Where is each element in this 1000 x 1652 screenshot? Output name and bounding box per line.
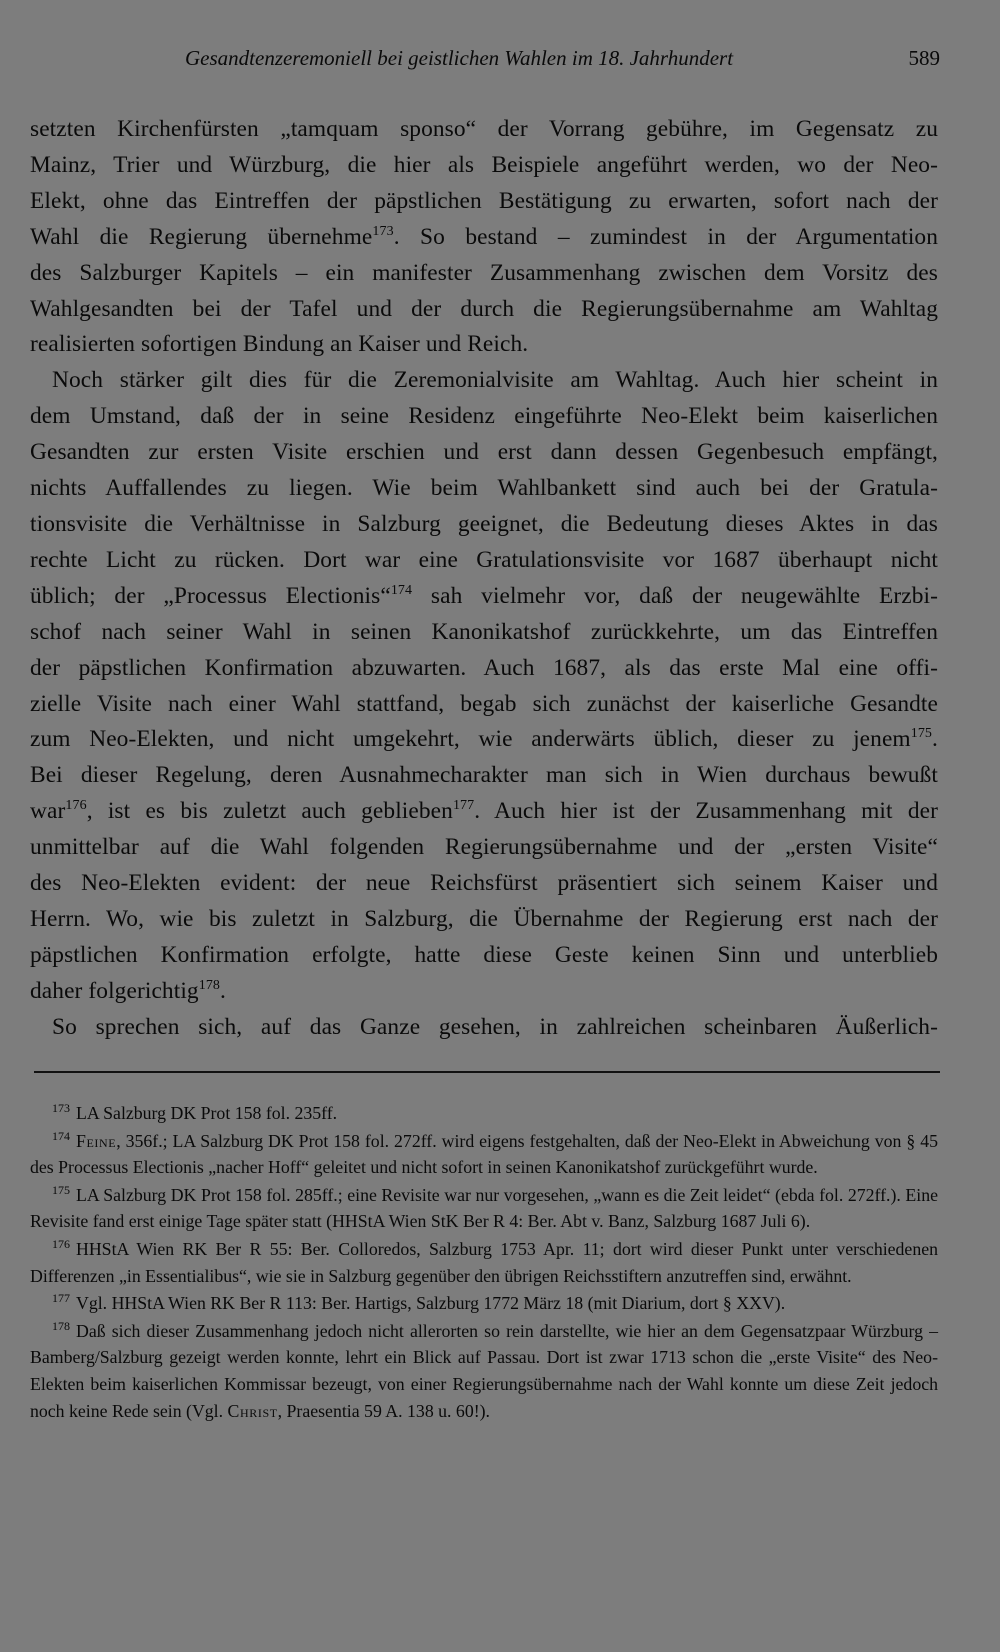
footnote-number: 175 bbox=[52, 1182, 70, 1197]
footnote-text: Daß sich dieser Zusammenhang jedoch nicht allerorten so rein darstellte, wie hier an dem Gegensatzpaar Würzburg – Bamberg/Salzburg gezeigt werden konnte, lehrt ein Blick auf Passau. Dort ist zwar 1713 schon die „erste Visite“ des Neo-Elekten beim kaiserlichen Kommissar bezeugt, von einer Regierungsübernahme nach der Wahl konnte um diese Zeit jedoch noch keine Rede sein (Vgl. bbox=[30, 1320, 938, 1421]
text-line: des Neo-Elekten evident: der neue Reichsfürst präsentiert sich seinem Kaiser und bbox=[30, 870, 938, 897]
text-line: des Salzburger Kapitels – ein manifester Zusammenhang zwischen dem Vorsitz des bbox=[30, 259, 938, 286]
text-line: der päpstlichen Konfirmation abzuwarten. Auch 1687, als das erste Mal eine offi- bbox=[30, 654, 938, 681]
body-text bbox=[30, 112, 938, 1046]
text-run: Wahl die Regierung übernehme bbox=[30, 223, 373, 250]
text-run: , ist es bis zuletzt auch geblieben bbox=[86, 798, 453, 825]
footnote-separator bbox=[34, 1071, 940, 1073]
footnote-177 bbox=[30, 1290, 938, 1317]
text-line: nichts Auffallendes zu liegen. Wie beim Wahlbankett sind auch bei der Gratula- bbox=[30, 475, 938, 502]
footnote-176 bbox=[30, 1236, 938, 1289]
text-line: Gesandten zur ersten Visite erschien und erst dann dessen Gegenbesuch empfängt, bbox=[30, 439, 938, 466]
text-line: tionsvisite die Verhältnisse in Salzburg geeignet, die Bedeutung dieses Aktes in das bbox=[30, 510, 938, 537]
text-line bbox=[30, 794, 938, 830]
footnote-178 bbox=[30, 1318, 938, 1424]
author-name: Christ bbox=[227, 1400, 278, 1421]
text-run: zum Neo-Elekten, und nicht umgekehrt, wie anderwärts üblich, dieser zu jenem bbox=[30, 726, 911, 753]
footnote-ref: 176 bbox=[65, 798, 87, 814]
footnote-text: , Praesentia 59 A. 138 u. 60!). bbox=[277, 1400, 491, 1421]
text-line: Elekt, ohne das Eintreffen der päpstlichen Bestätigung zu erwarten, sofort nach der bbox=[30, 187, 938, 214]
text-run: . bbox=[220, 977, 226, 1004]
text-line: unmittelbar auf die Wahl folgenden Regierungsübernahme und der „ersten Visite“ bbox=[30, 834, 938, 861]
footnote-text: Vgl. HHStA Wien RK Ber R 113: Ber. Hartigs, Salzburg 1772 März 18 (mit Diarium, dort § XXV). bbox=[76, 1293, 786, 1314]
text-run: . bbox=[932, 726, 938, 753]
footnote-text: , 356f.; LA Salzburg DK Prot 158 fol. 272ff. wird eigens festgehalten, daß der Neo-Elekt in Abweichung von § 45 des Processus Electionis „nacher Hoff“ geleitet und nicht sofort in seinen Kanonikatshof zurückgeführt wurde. bbox=[30, 1130, 938, 1178]
footnote-ref: 173 bbox=[372, 223, 394, 239]
text-line: Wahlgesandten bei der Tafel und der durch die Regierungsübernahme am Wahltag bbox=[30, 295, 938, 322]
footnote-173 bbox=[30, 1100, 938, 1127]
footnote-number: 174 bbox=[52, 1128, 70, 1143]
text-line: So sprechen sich, auf das Ganze gesehen, in zahlreichen scheinbaren Äußerlich- bbox=[52, 1013, 938, 1040]
footnote-ref: 178 bbox=[198, 977, 221, 993]
text-run: daher folgerichtig bbox=[30, 977, 199, 1004]
footnote-175 bbox=[30, 1182, 938, 1235]
text-run: war bbox=[30, 798, 66, 825]
text-line: Herrn. Wo, wie bis zuletzt in Salzburg, die Übernahme der Regierung erst nach der bbox=[30, 905, 938, 932]
text-run: . Auch hier ist der Zusammenhang mit der bbox=[474, 798, 938, 825]
text-line bbox=[30, 974, 938, 1010]
text-line: Bei dieser Regelung, deren Ausnahmecharakter man sich in Wien durchaus bewußt bbox=[30, 762, 938, 789]
text-run: . So bestand – zumindest in der Argumentation bbox=[393, 223, 939, 250]
text-line: zielle Visite nach einer Wahl stattfand, begab sich zunächst der kaiserliche Gesandte bbox=[30, 690, 938, 717]
footnote-number: 177 bbox=[52, 1291, 70, 1306]
running-title: Gesandtenzeremoniell bei geistlichen Wahlen im 18. Jahrhundert bbox=[185, 46, 734, 70]
running-head bbox=[60, 46, 940, 76]
text-line: Mainz, Trier und Würzburg, die hier als Beispiele angeführt werden, wo der Neo- bbox=[30, 151, 938, 178]
text-line: realisierten sofortigen Bindung an Kaiser und Reich. bbox=[30, 331, 529, 358]
footnote-ref: 175 bbox=[910, 726, 933, 742]
footnote-174 bbox=[30, 1128, 938, 1181]
text-line: päpstlichen Konfirmation erfolgte, hatte diese Geste keinen Sinn und unterblieb bbox=[30, 941, 938, 968]
text-line: dem Umstand, daß der in seine Residenz eingeführte Neo-Elekt beim kaiserlichen bbox=[30, 403, 938, 430]
footnote-text: HHStA Wien RK Ber R 55: Ber. Colloredos, Salzburg 1753 Apr. 11; dort wird dieser Punkt unter verschiedenen Differenzen „in Essentialibus“, wie sie in Salzburg gegenüber den übrigen Reichsstiftern anzutreffen sind, erwähnt. bbox=[30, 1238, 938, 1286]
footnotes bbox=[30, 1100, 938, 1425]
footnote-ref: 177 bbox=[452, 798, 475, 814]
text-run: üblich; der „Processus Electionis“ bbox=[30, 582, 391, 609]
text-line: setzten Kirchenfürsten „tamquam sponso“ der Vorrang gebühre, im Gegensatz zu bbox=[30, 116, 938, 142]
page-number: 589 bbox=[908, 46, 940, 70]
text-line bbox=[30, 220, 938, 256]
text-line bbox=[30, 722, 938, 758]
author-name: Feine bbox=[76, 1130, 117, 1151]
footnote-ref: 174 bbox=[390, 582, 413, 598]
footnote-number: 176 bbox=[52, 1237, 70, 1252]
text-line bbox=[30, 579, 938, 615]
footnote-number: 178 bbox=[52, 1318, 70, 1333]
text-run: sah vielmehr vor, daß der neugewählte Erzbi- bbox=[412, 582, 938, 609]
text-line: schof nach seiner Wahl in seinen Kanonikatshof zurückkehrte, um das Eintreffen bbox=[30, 618, 938, 645]
footnote-number: 173 bbox=[52, 1101, 70, 1116]
text-line: Noch stärker gilt dies für die Zeremonialvisite am Wahltag. Auch hier scheint in bbox=[52, 367, 938, 394]
footnote-text: LA Salzburg DK Prot 158 fol. 285ff.; eine Revisite war nur vorgesehen, „wann es die Zeit leidet“ (ebda fol. 272ff.). Eine Revisite fand erst einige Tage später statt (HHStA Wien StK Ber R 4: Ber. Abt v. Banz, Salzburg 1687 Juli 6). bbox=[30, 1184, 938, 1232]
text-line: rechte Licht zu rücken. Dort war eine Gratulationsvisite vor 1687 überhaupt nicht bbox=[30, 546, 938, 573]
footnote-text: LA Salzburg DK Prot 158 fol. 235ff. bbox=[76, 1103, 338, 1123]
